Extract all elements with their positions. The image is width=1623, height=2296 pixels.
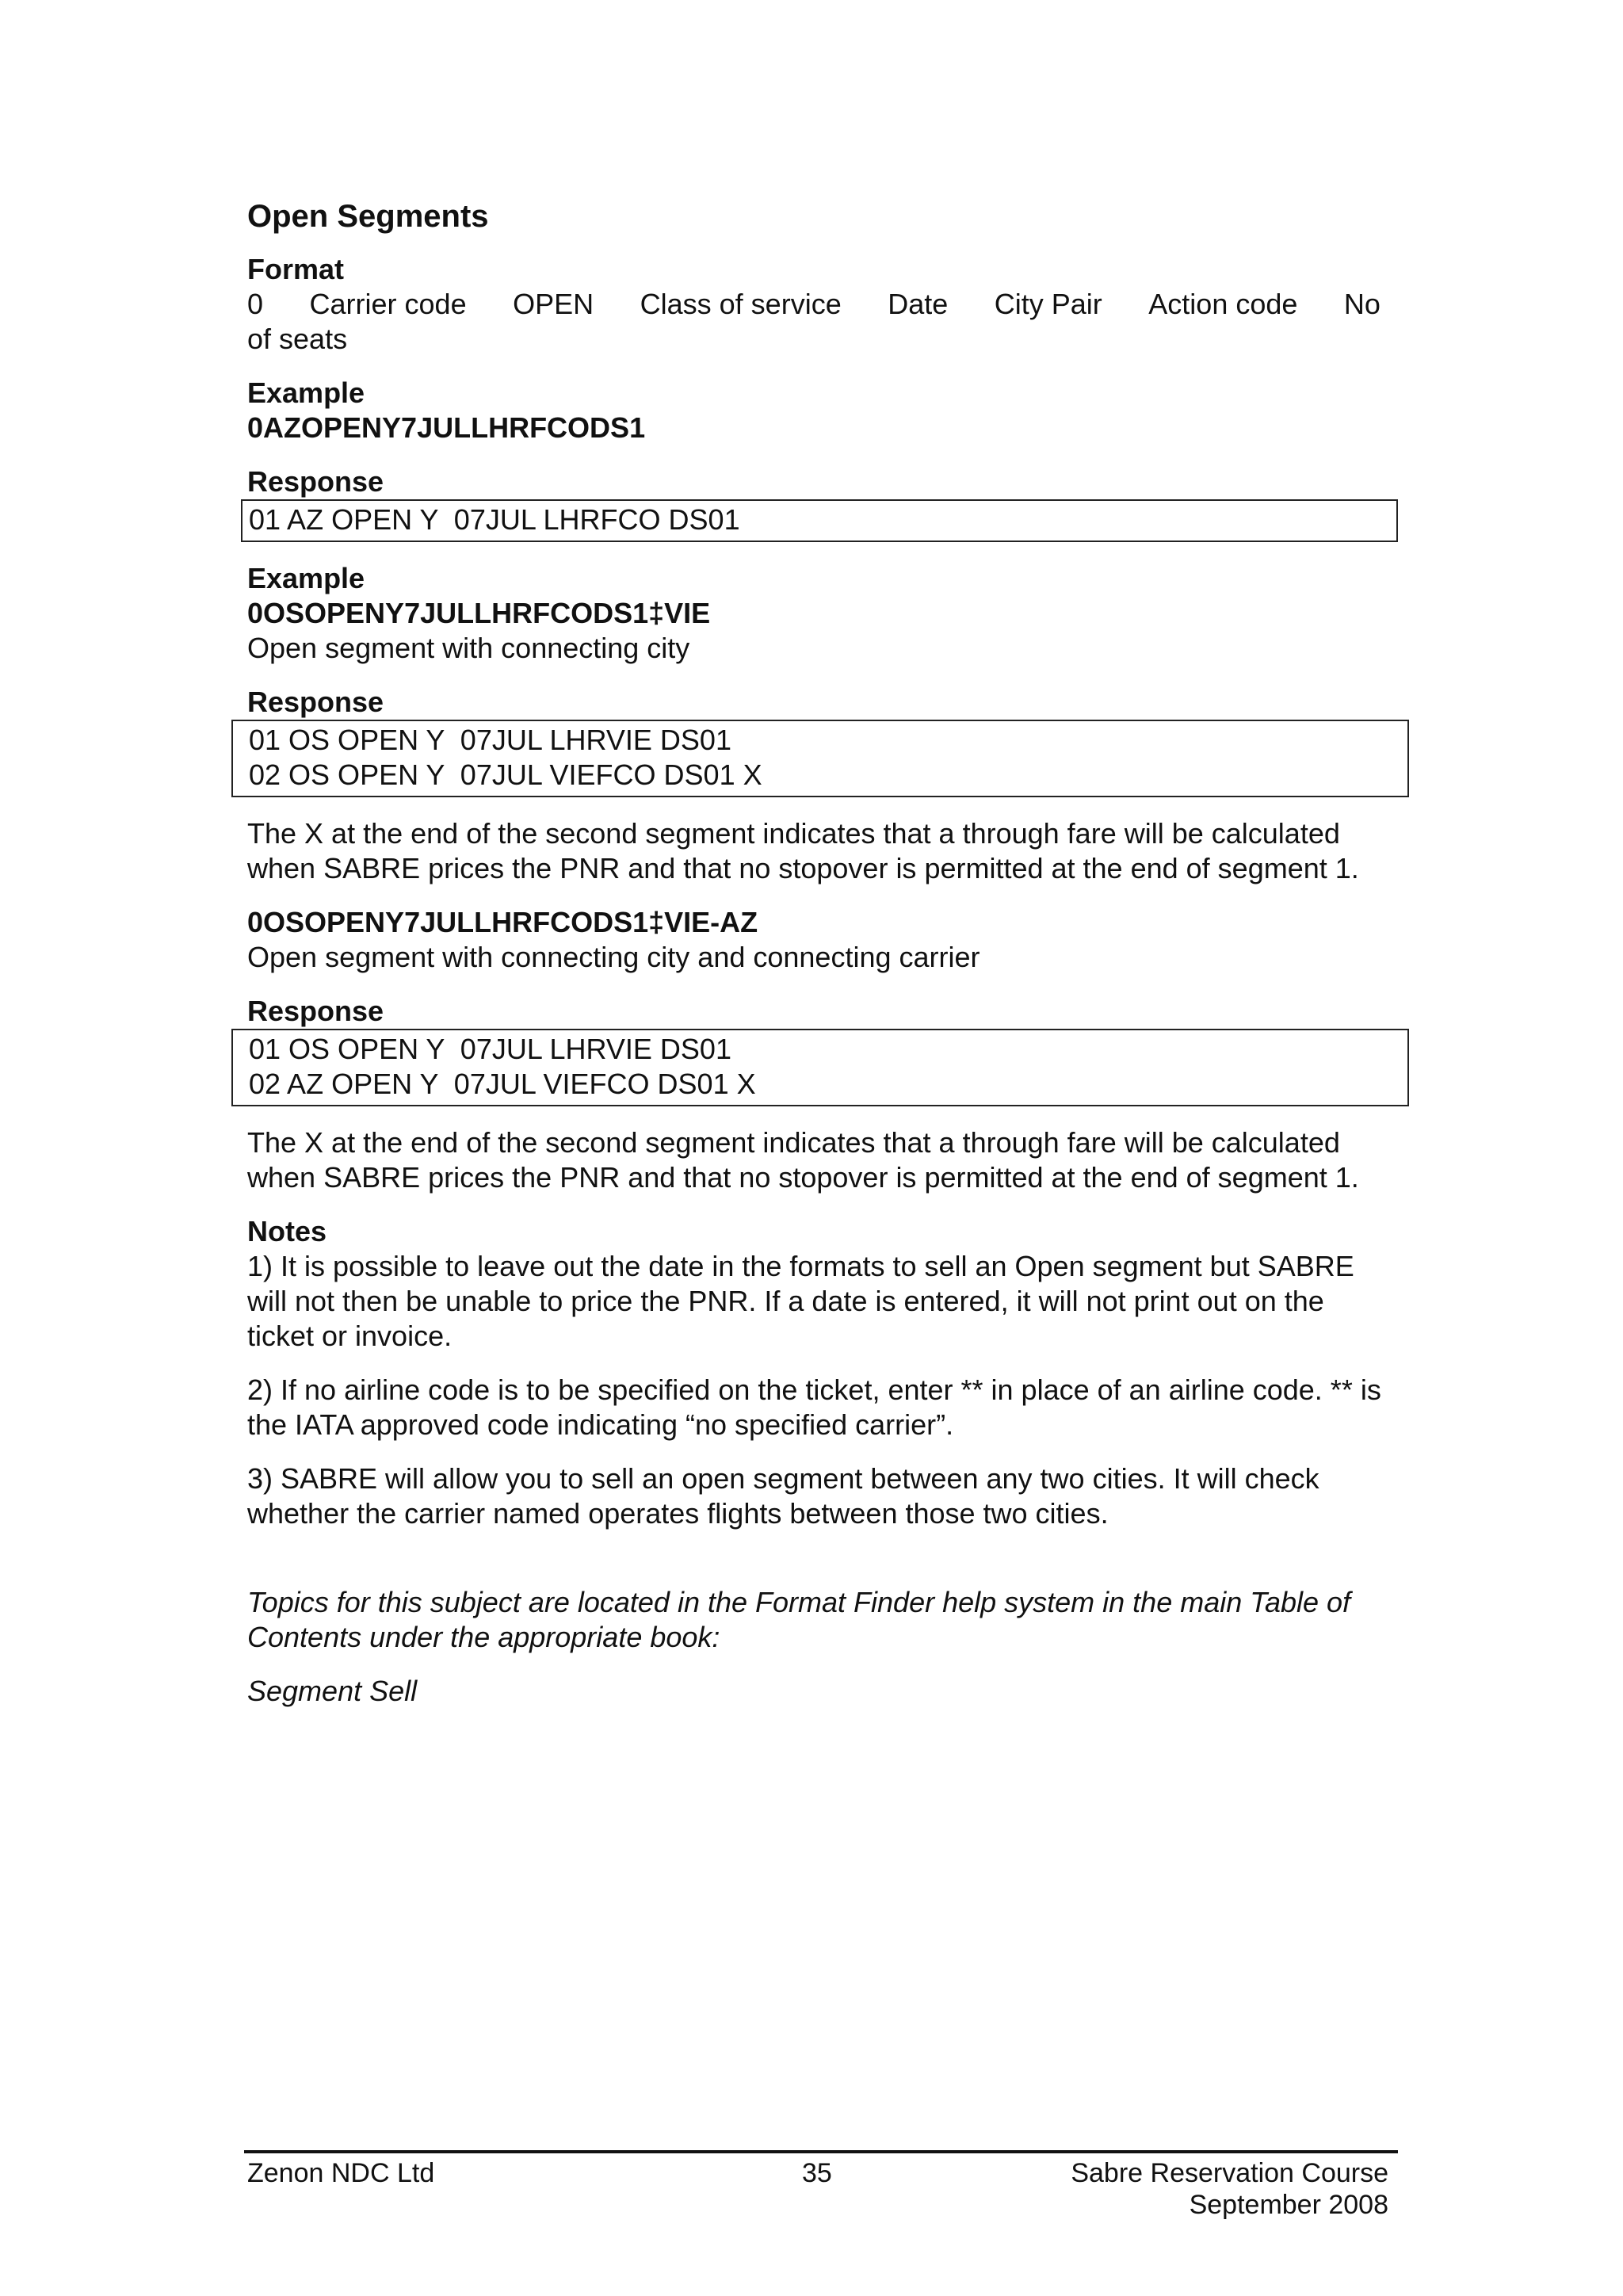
response-label: Response [247,995,384,1027]
format-continuation: of seats [247,323,348,355]
page-number: 35 [802,2158,832,2188]
note-item: 1) It is possible to leave out the date in the formats to sell an Open segment but SABRE will not then be unable to price the PNR. If a date is entered, it will not print out on the ticket or invoice. [247,1250,1354,1352]
response-line: 02 AZ OPEN Y 07JUL VIEFCO DS01 X [249,1068,756,1100]
example-label: Example [247,562,365,594]
format-field: Class of service [640,288,842,320]
explanation-paragraph: The X at the end of the second segment indicates that a through fare will be calculated when SABRE prices the PNR and that no stopover is permitted at the end of segment 1. [247,1126,1359,1194]
response-2 [247,685,1396,797]
format-field: City Pair [994,288,1102,320]
footer-divider [244,2150,1398,2153]
page-content [247,195,1396,1709]
notes-section [247,1214,1396,1531]
format-section [247,252,1396,357]
topics-book: Segment Sell [247,1675,418,1707]
example-3 [247,905,1396,975]
example-description: Open segment with connecting city [247,632,690,664]
page-title: Open Segments [247,199,489,234]
format-fields-row [247,287,1381,322]
response-label: Response [247,686,384,718]
note-item: 3) SABRE will allow you to sell an open segment between any two cities. It will check whether the carrier named operates flights between those two cities. [247,1462,1319,1530]
footer-course-title: Sabre Reservation Course [1071,2158,1388,2188]
format-label: Format [247,253,345,285]
example-description: Open segment with connecting city and connecting carrier [247,941,980,973]
format-field: Date [888,288,949,320]
example-label: Example [247,376,365,409]
note-item: 2) If no airline code is to be specified on the ticket, enter ** in place of an airline code. ** is the IATA approved code indicating “no specified carrier”. [247,1373,1381,1441]
example-command: 0AZOPENY7JULLHRFCODS1 [247,411,646,444]
example-command: 0OSOPENY7JULLHRFCODS1‡VIE [247,597,711,629]
response-box [241,499,1398,542]
format-field: Carrier code [309,288,467,320]
response-box [231,720,1409,797]
example-2 [247,561,1396,666]
response-3 [247,994,1396,1106]
response-line: 01 OS OPEN Y 07JUL LHRVIE DS01 [249,1033,731,1065]
response-line: 01 AZ OPEN Y 07JUL LHRFCO DS01 [249,503,740,536]
example-1 [247,376,1396,445]
format-field: OPEN [513,288,594,320]
explanation-paragraph: The X at the end of the second segment indicates that a through fare will be calculated when SABRE prices the PNR and that no stopover is permitted at the end of segment 1. [247,817,1359,884]
footer-course-date: September 2008 [1189,2190,1388,2220]
notes-label: Notes [247,1215,327,1247]
format-field: No [1343,288,1381,320]
example-command: 0OSOPENY7JULLHRFCODS1‡VIE-AZ [247,906,758,938]
response-line: 01 OS OPEN Y 07JUL LHRVIE DS01 [249,724,731,756]
response-box [231,1029,1409,1106]
footer-course-info [1071,2157,1388,2221]
format-field: 0 [247,288,264,320]
topics-text: Topics for this subject are located in the Format Finder help system in the main Table of Contents under the appropriate book: [247,1586,1351,1653]
response-label: Response [247,465,384,498]
footer-company: Zenon NDC Ltd [247,2158,435,2188]
format-field: Action code [1148,288,1298,320]
response-line: 02 OS OPEN Y 07JUL VIEFCO DS01 X [249,758,762,791]
response-1 [247,464,1396,542]
